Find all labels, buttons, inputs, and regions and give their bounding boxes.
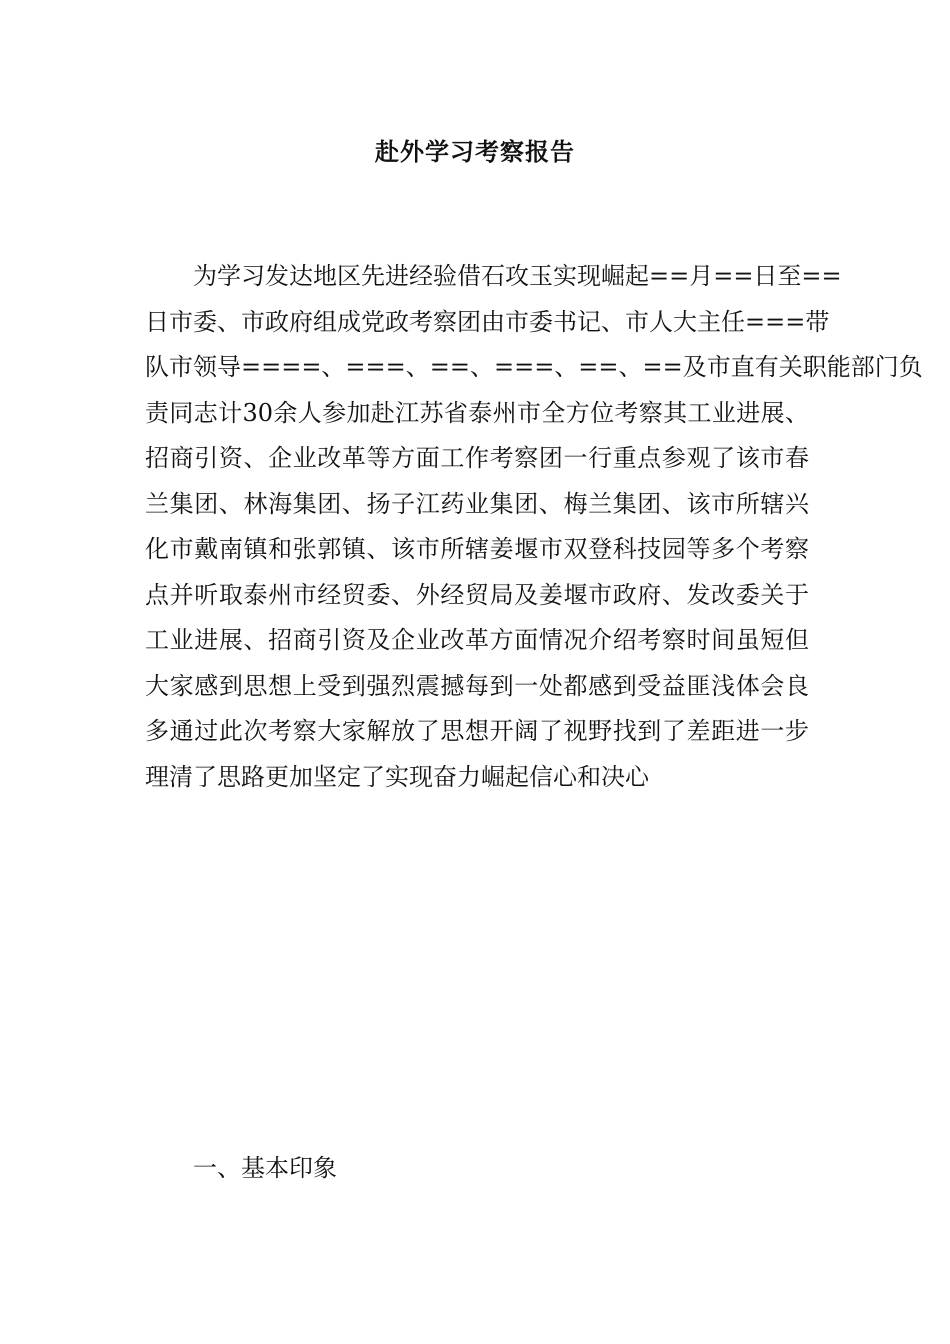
paragraph-line: 点并听取泰州市经贸委、外经贸局及姜堰市政府、发改委关于 bbox=[145, 580, 809, 609]
paragraph-line: 工业进展、招商引资及企业改革方面情况介绍考察时间虽短但 bbox=[145, 626, 809, 654]
paragraph-line: 兰集团、林海集团、扬子江药业集团、梅兰集团、该市所辖兴 bbox=[145, 489, 809, 518]
paragraph-line: 理清了思路更加坚定了实现奋力崛起信心和决心 bbox=[145, 762, 649, 791]
paragraph-line: 责同志计30余人参加赴江苏省泰州市全方位考察其工业进展、 bbox=[145, 398, 809, 427]
paragraph-line: 化市戴南镇和张郭镇、该市所辖姜堰市双登科技园等多个考察 bbox=[145, 535, 809, 563]
paragraph-line: 大家感到思想上受到强烈震撼每到一处都感到受益匪浅体会良 bbox=[145, 671, 809, 700]
section-heading: 一、基本印象 bbox=[193, 1154, 337, 1182]
paragraph-line: 日市委、市政府组成党政考察团由市委书记、市人大主任===带 bbox=[145, 307, 830, 336]
paragraph-line: 招商引资、企业改革等方面工作考察团一行重点参观了该市春 bbox=[145, 444, 809, 472]
document-title: 赴外学习考察报告 bbox=[375, 137, 575, 166]
paragraph-line: 为学习发达地区先进经验借石攻玉实现崛起==月==日至== bbox=[193, 262, 842, 290]
paragraph-line: 多通过此次考察大家解放了思想开阔了视野找到了差距进一步 bbox=[145, 717, 809, 745]
body-paragraph bbox=[145, 254, 923, 800]
paragraph-line: 队市领导====、===、==、===、==、==及市直有关职能部门负 bbox=[145, 353, 923, 381]
